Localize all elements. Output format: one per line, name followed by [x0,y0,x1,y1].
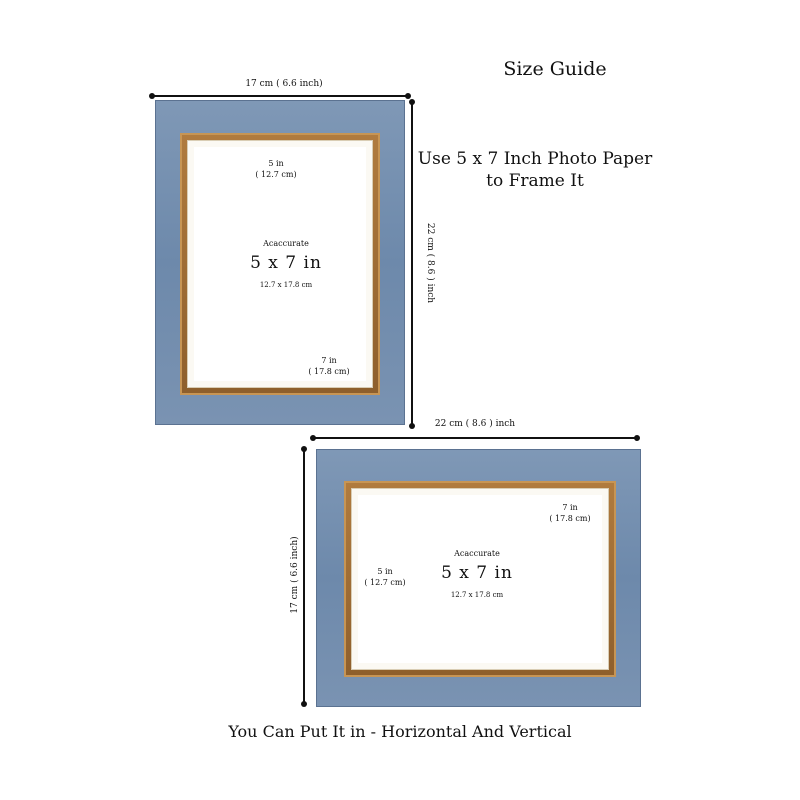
horizontal-inner-width-value: 7 in [562,503,578,512]
vertical-frame-height-end-top [409,99,415,105]
horizontal-size-cm-label: 12.7 x 17.8 cm [450,591,504,599]
horizontal-frame-width-end-left [310,435,316,441]
horizontal-frame-width-label: 22 cm ( 8.6 ) inch [434,419,516,429]
vertical-inner-height-cm: ( 17.8 cm) [308,367,350,376]
vertical-frame-width-label: 17 cm ( 6.6 inch) [245,79,323,89]
orientation-note: You Can Put It in - Horizontal And Vertical [228,722,572,741]
instruction-line-1: Use 5 x 7 Inch Photo Paper [417,149,653,169]
vertical-size-cm-label: 12.7 x 17.8 cm [259,281,313,289]
horizontal-frame-height-end-top [301,446,307,452]
instruction-line-2: to Frame It [486,171,584,191]
vertical-inner-height-value: 7 in [321,356,337,365]
horizontal-frame-height-label: 17 cm ( 6.6 inch) [290,536,300,614]
vertical-inner-width-value: 5 in [268,159,284,168]
vertical-inner-width-cm: ( 12.7 cm) [255,170,297,179]
horizontal-accurate-label: Acaccurate [454,549,500,558]
horizontal-photo-frame [316,449,641,707]
vertical-photo-frame [155,100,405,425]
vertical-frame-width-end-left [149,93,155,99]
size-guide-title: Size Guide [503,58,607,80]
horizontal-inner-height-cm: ( 12.7 cm) [364,578,406,587]
horizontal-frame-height-end-bottom [301,701,307,707]
vertical-frame-height-label: 22 cm ( 8.6 ) inch [425,222,435,304]
horizontal-inner-height-value: 5 in [377,567,393,576]
vertical-frame-width-end-right [405,93,411,99]
horizontal-size-label: 5 x 7 in [441,563,513,583]
horizontal-frame-width-end-right [634,435,640,441]
vertical-size-label: 5 x 7 in [250,253,322,273]
vertical-frame-height-end-bottom [409,423,415,429]
horizontal-inner-width-cm: ( 17.8 cm) [549,514,591,523]
vertical-accurate-label: Acaccurate [263,239,309,248]
